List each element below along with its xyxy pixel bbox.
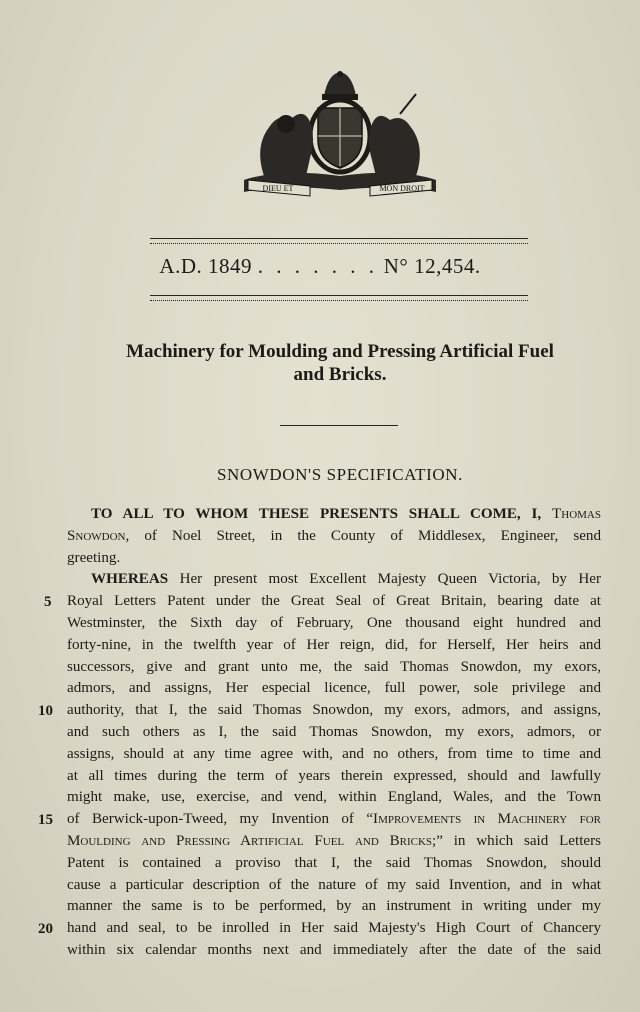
body-line: within six calendar months next and immediately after the date of the said (67, 941, 601, 958)
body-line: Moulding and Pressing Artificial Fuel and Bricks;” in which said Letters (67, 832, 601, 849)
title-line-2: and Bricks. (293, 364, 387, 385)
body-line: might make, use, exercise, and vend, within England, Wales, and the Town (67, 789, 601, 806)
patent-number: N° 12,454. (383, 254, 481, 278)
body-line: cause a particular description of the nature of my said Invention, and in what (67, 876, 601, 893)
body-line: forty-nine, in the twelfth year of Her reign, did, for Herself, Her heirs and (67, 636, 601, 653)
body-line: Snowdon, of Noel Street, in the County of Middlesex, Engineer, send (67, 527, 601, 544)
line-number-15: 15 (38, 812, 53, 828)
patent-number-line (0, 254, 640, 279)
body-line: authority, that I, the said Thomas Snowdon, my exors, admors, and assigns, (67, 702, 601, 719)
specification-body (67, 504, 601, 962)
body-line: Westminster, the Sixth day of February, One thousand eight hundred and (67, 614, 601, 631)
body-line: manner the same is to be performed, by an instrument in writing under my (67, 898, 601, 915)
body-line: TO ALL TO WHOM THESE PRESENTS SHALL COME, I, Thomas (91, 506, 601, 522)
body-line: and such others as I, the said Thomas Snowdon, my exors, admors, or (67, 723, 601, 740)
specification-heading: SNOWDON'S SPECIFICATION. (216, 465, 464, 484)
body-line: WHEREAS Her present most Excellent Majesty Queen Victoria, by Her (91, 571, 601, 588)
body-line: Patent is contained a proviso that I, the said Thomas Snowdon, should (67, 854, 601, 871)
title-divider (280, 425, 398, 426)
patent-year: A.D. 1849 (159, 254, 252, 278)
body-line: Royal Letters Patent under the Great Seal of Great Britain, bearing date at (67, 593, 601, 610)
body-line: at all times during the term of years therein expressed, should and lawfully (67, 767, 601, 784)
bottom-rule (150, 295, 528, 301)
royal-coat-of-arms-icon (240, 68, 440, 200)
line-number-5: 5 (44, 594, 52, 610)
body-line: hand and seal, to be inrolled in Her said Majesty's High Court of Chancery (67, 920, 601, 937)
body-line: of Berwick-upon-Tweed, my Invention of “Improvements in Machinery for (67, 811, 601, 828)
top-rule (150, 238, 528, 244)
body-line: greeting. (67, 549, 121, 566)
motto-left: DIEU ET (262, 184, 294, 193)
body-line: admors, and assigns, Her especial licence, full power, sole privilege and (67, 680, 601, 697)
line-number-20: 20 (38, 921, 53, 937)
patent-title (60, 340, 620, 386)
body-line: successors, give and grant unto me, the said Thomas Snowdon, my exors, (67, 658, 601, 675)
body-line: assigns, should at any time agree with, and no others, from time to time and (67, 745, 601, 762)
motto-right: MON DROIT (379, 184, 425, 193)
leader-dots: . . . . . . . (257, 254, 378, 278)
line-number-10: 10 (38, 703, 53, 719)
title-line-1: Machinery for Moulding and Pressing Artificial Fuel (126, 341, 554, 362)
